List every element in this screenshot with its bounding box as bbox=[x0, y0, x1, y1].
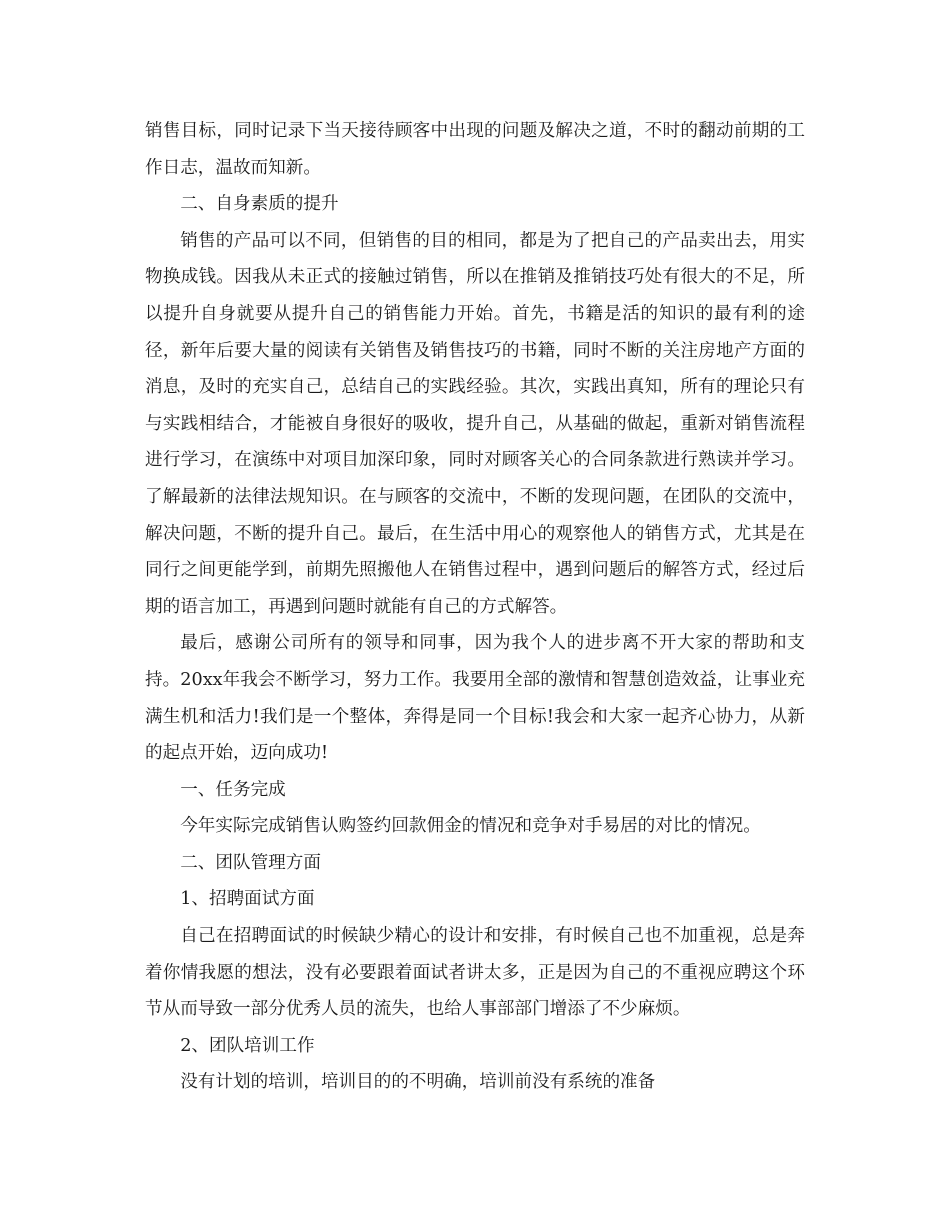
heading-recruitment-interview: 1、招聘面试方面 bbox=[180, 889, 315, 910]
heading-self-quality-improvement: 二、自身素质的提升 bbox=[180, 194, 339, 215]
paragraph-thanks: 最后，感谢公司所有的领导和同事，因为我个人的进步离不开大家的帮助和支持。20xx年我会不断学习，努力工作。我要用全部的激情和智慧创造效益，让事业充满生机和活力!我们是一个整体，奔得是同一个目标!我会和大家一起齐心协力，从新的起点开始，迈向成功! bbox=[145, 633, 805, 764]
paragraph-task-completion: 今年实际完成销售认购签约回款佣金的情况和竞争对手易居的对比的情况。 bbox=[180, 816, 761, 837]
heading-team-management: 二、团队管理方面 bbox=[180, 852, 321, 873]
heading-task-completion: 一、任务完成 bbox=[180, 779, 286, 800]
heading-team-training: 2、团队培训工作 bbox=[180, 1035, 315, 1056]
paragraph-self-improvement: 销售的产品可以不同，但销售的目的相同，都是为了把自己的产品卖出去，用实物换成钱。因我从未正式的接触过销售，所以在推销及推销技巧处有很大的不足，所以提升自身就要从提升自己的销售能力开始。首先，书籍是活的知识的最有利的途径，新年后要大量的阅读有关销售及销售技巧的书籍，同时不断的关注房地产方面的消息，及时的充实自己，总结自己的实践经验。其次，实践出真知，所有的理论只有与实践相结合，才能被自身很好的吸收，提升自己，从基础的做起，重新对销售流程进行学习，在演练中对项目加深印象，同时对顾客关心的合同条款进行熟读并学习。了解最新的法律法规知识。在与顾客的交流中，不断的发现问题，在团队的交流中，解决问题，不断的提升自己。最后，在生活中用心的观察他人的销售方式，尤其是在同行之间更能学到，前期先照搬他人在销售过程中，遇到问题后的解答方式，经过后期的语言加工，再遇到问题时就能有自己的方式解答。 bbox=[145, 230, 805, 617]
paragraph-sales-goal-continued: 销售目标，同时记录下当天接待顾客中出现的问题及解决之道，不时的翻动前期的工作日志，温故而知新。 bbox=[145, 121, 805, 178]
paragraph-recruitment-interview: 自己在招聘面试的时候缺少精心的设计和安排，有时候自己也不加重视，总是奔着你情我愿的想法，没有必要跟着面试者讲太多，正是因为自己的不重视应聘这个环节从而导致一部分优秀人员的流失，也给人事部部门增添了不少麻烦。 bbox=[145, 926, 805, 1020]
paragraph-team-training: 没有计划的培训，培训目的的不明确，培训前没有系统的准备 bbox=[180, 1072, 656, 1093]
document-body bbox=[145, 113, 805, 1101]
